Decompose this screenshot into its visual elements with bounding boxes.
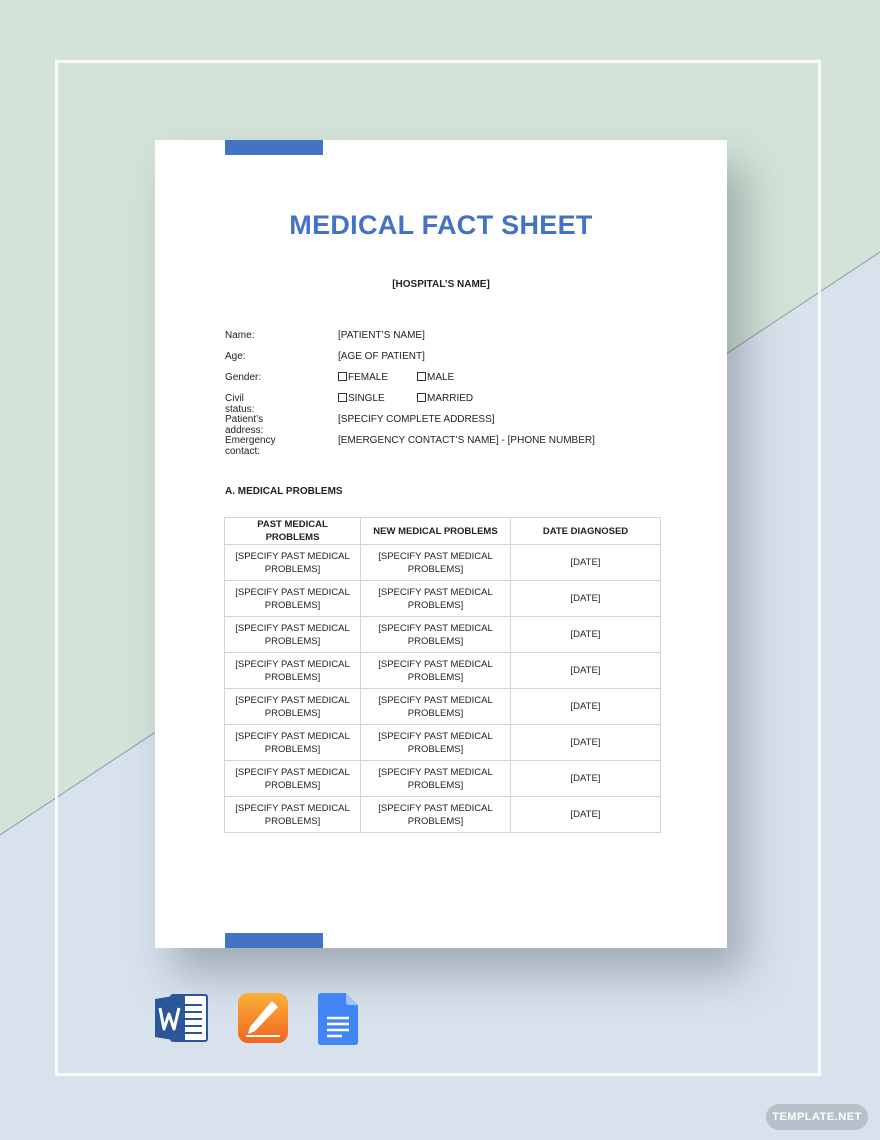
past-problems-cell: [SPECIFY PAST MEDICAL PROBLEMS] (225, 725, 361, 761)
document-page (155, 140, 727, 948)
new-problems-cell: [SPECIFY PAST MEDICAL PROBLEMS] (361, 653, 511, 689)
new-problems-cell: [SPECIFY PAST MEDICAL PROBLEMS] (361, 725, 511, 761)
past-problems-cell: [SPECIFY PAST MEDICAL PROBLEMS] (225, 761, 361, 797)
column-header: NEW MEDICAL PROBLEMS (361, 518, 511, 545)
age-value: [AGE OF PATIENT] (338, 351, 425, 362)
date-cell: [DATE] (511, 761, 661, 797)
section-title: A. MEDICAL PROBLEMS (225, 486, 343, 497)
top-accent-bar (225, 140, 323, 155)
bottom-accent-bar (225, 933, 323, 948)
date-cell: [DATE] (511, 617, 661, 653)
emergency-contact-label: Emergency contact: (225, 435, 276, 457)
civil-married-option[interactable] (417, 393, 473, 404)
name-value: [PATIENT’S NAME] (338, 330, 425, 341)
table-header-row (225, 518, 661, 545)
address-label: Patient’s address: (225, 414, 264, 436)
date-cell: [DATE] (511, 545, 661, 581)
template-net-watermark: TEMPLATE.NET (766, 1104, 868, 1130)
table-row (225, 581, 661, 617)
civil-status-label: Civil status: (225, 393, 255, 415)
document-title: MEDICAL FACT SHEET (289, 210, 593, 240)
google-docs-icon[interactable] (318, 993, 358, 1045)
table-row (225, 689, 661, 725)
gender-male-label: MALE (427, 372, 455, 383)
date-cell: [DATE] (511, 689, 661, 725)
table-row (225, 653, 661, 689)
checkbox-icon[interactable] (417, 372, 426, 381)
gender-female-label: FEMALE (348, 372, 389, 383)
new-problems-cell: [SPECIFY PAST MEDICAL PROBLEMS] (361, 761, 511, 797)
column-header: PAST MEDICAL PROBLEMS (225, 518, 361, 545)
word-icon[interactable] (155, 993, 209, 1043)
new-problems-cell: [SPECIFY PAST MEDICAL PROBLEMS] (361, 797, 511, 833)
date-cell: [DATE] (511, 725, 661, 761)
new-problems-cell: [SPECIFY PAST MEDICAL PROBLEMS] (361, 545, 511, 581)
civil-married-label: MARRIED (427, 393, 474, 404)
checkbox-icon[interactable] (338, 393, 347, 402)
past-problems-cell: [SPECIFY PAST MEDICAL PROBLEMS] (225, 617, 361, 653)
date-cell: [DATE] (511, 581, 661, 617)
gender-label: Gender: (225, 372, 262, 383)
date-cell: [DATE] (511, 797, 661, 833)
medical-problems-table (224, 517, 661, 833)
table-row (225, 797, 661, 833)
pages-icon[interactable] (238, 993, 288, 1043)
gender-female-option[interactable] (338, 372, 388, 383)
name-label: Name: (225, 330, 255, 341)
date-cell: [DATE] (511, 653, 661, 689)
address-value: [SPECIFY COMPLETE ADDRESS] (338, 414, 495, 425)
table-row (225, 725, 661, 761)
checkbox-icon[interactable] (338, 372, 347, 381)
table-row (225, 761, 661, 797)
table-row (225, 545, 661, 581)
table-row (225, 617, 661, 653)
new-problems-cell: [SPECIFY PAST MEDICAL PROBLEMS] (361, 617, 511, 653)
past-problems-cell: [SPECIFY PAST MEDICAL PROBLEMS] (225, 653, 361, 689)
hospital-name: [HOSPITAL’S NAME] (392, 279, 490, 290)
checkbox-icon[interactable] (417, 393, 426, 402)
civil-single-label: SINGLE (348, 393, 385, 404)
civil-single-option[interactable] (338, 393, 385, 404)
past-problems-cell: [SPECIFY PAST MEDICAL PROBLEMS] (225, 797, 361, 833)
past-problems-cell: [SPECIFY PAST MEDICAL PROBLEMS] (225, 689, 361, 725)
new-problems-cell: [SPECIFY PAST MEDICAL PROBLEMS] (361, 689, 511, 725)
past-problems-cell: [SPECIFY PAST MEDICAL PROBLEMS] (225, 545, 361, 581)
past-problems-cell: [SPECIFY PAST MEDICAL PROBLEMS] (225, 581, 361, 617)
age-label: Age: (225, 351, 246, 362)
emergency-contact-value: [EMERGENCY CONTACT’S NAME] - [PHONE NUMBER] (338, 435, 595, 446)
gender-male-option[interactable] (417, 372, 454, 383)
column-header: DATE DIAGNOSED (511, 518, 661, 545)
new-problems-cell: [SPECIFY PAST MEDICAL PROBLEMS] (361, 581, 511, 617)
